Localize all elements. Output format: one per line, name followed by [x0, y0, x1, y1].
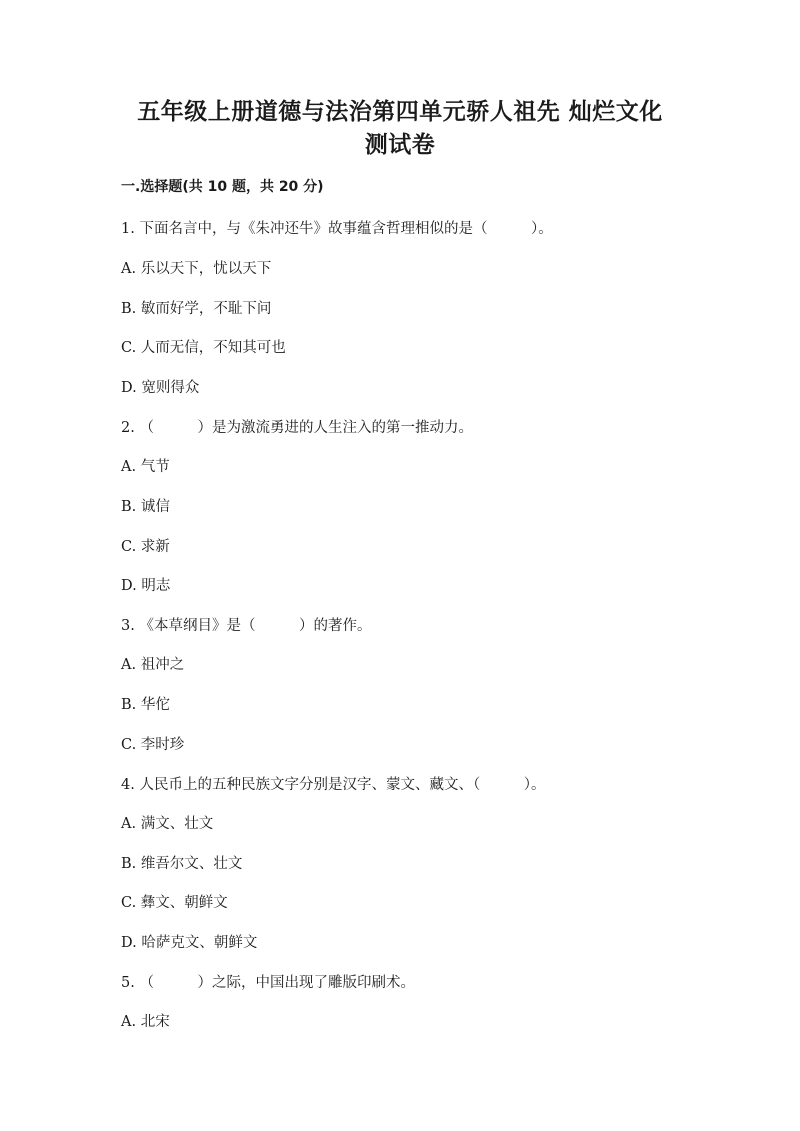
question-1-option-c: C. 人而无信，不知其可也: [121, 340, 286, 356]
question-2-option-d: D. 明志: [121, 578, 171, 594]
question-1-option-b: B. 敏而好学，不耻下问: [121, 301, 272, 317]
section-heading: 一.选择题(共 10 题，共 20 分): [121, 179, 324, 195]
question-4-option-b: B. 维吾尔文、壮文: [121, 856, 243, 872]
question-3-option-b: B. 华佗: [121, 697, 170, 713]
page-title-line-2: 测试卷: [364, 132, 436, 158]
question-4-stem: 4. 人民币上的五种民族文字分别是汉字、蒙文、藏文、（ ）。: [121, 777, 546, 793]
question-3-option-a: A. 祖冲之: [121, 657, 185, 673]
question-1-option-a: A. 乐以天下，忧以天下: [121, 261, 272, 277]
question-4-option-d: D. 哈萨克文、朝鲜文: [121, 935, 258, 951]
question-4-option-c: C. 彝文、朝鲜文: [121, 895, 228, 911]
question-3-stem: 3. 《本草纲目》是（ ）的著作。: [121, 618, 372, 634]
question-4-option-a: A. 满文、壮文: [121, 816, 214, 832]
question-2-option-c: C. 求新: [121, 539, 170, 555]
question-2-option-b: B. 诚信: [121, 499, 170, 515]
question-2-option-a: A. 气节: [121, 459, 170, 475]
question-1-option-d: D. 宽则得众: [121, 380, 200, 396]
question-2-stem: 2. （ ）是为激流勇进的人生注入的第一推动力。: [121, 420, 473, 436]
question-5-stem: 5. （ ）之际，中国出现了雕版印刷术。: [121, 975, 415, 991]
question-5-option-a: A. 北宋: [121, 1014, 170, 1030]
question-3-option-c: C. 李时珍: [121, 737, 185, 753]
page-title-line-1: 五年级上册道德与法治第四单元骄人祖先 灿烂文化: [137, 99, 663, 125]
question-1-stem: 1. 下面名言中，与《朱冲还牛》故事蕴含哲理相似的是（ ）。: [121, 221, 553, 237]
